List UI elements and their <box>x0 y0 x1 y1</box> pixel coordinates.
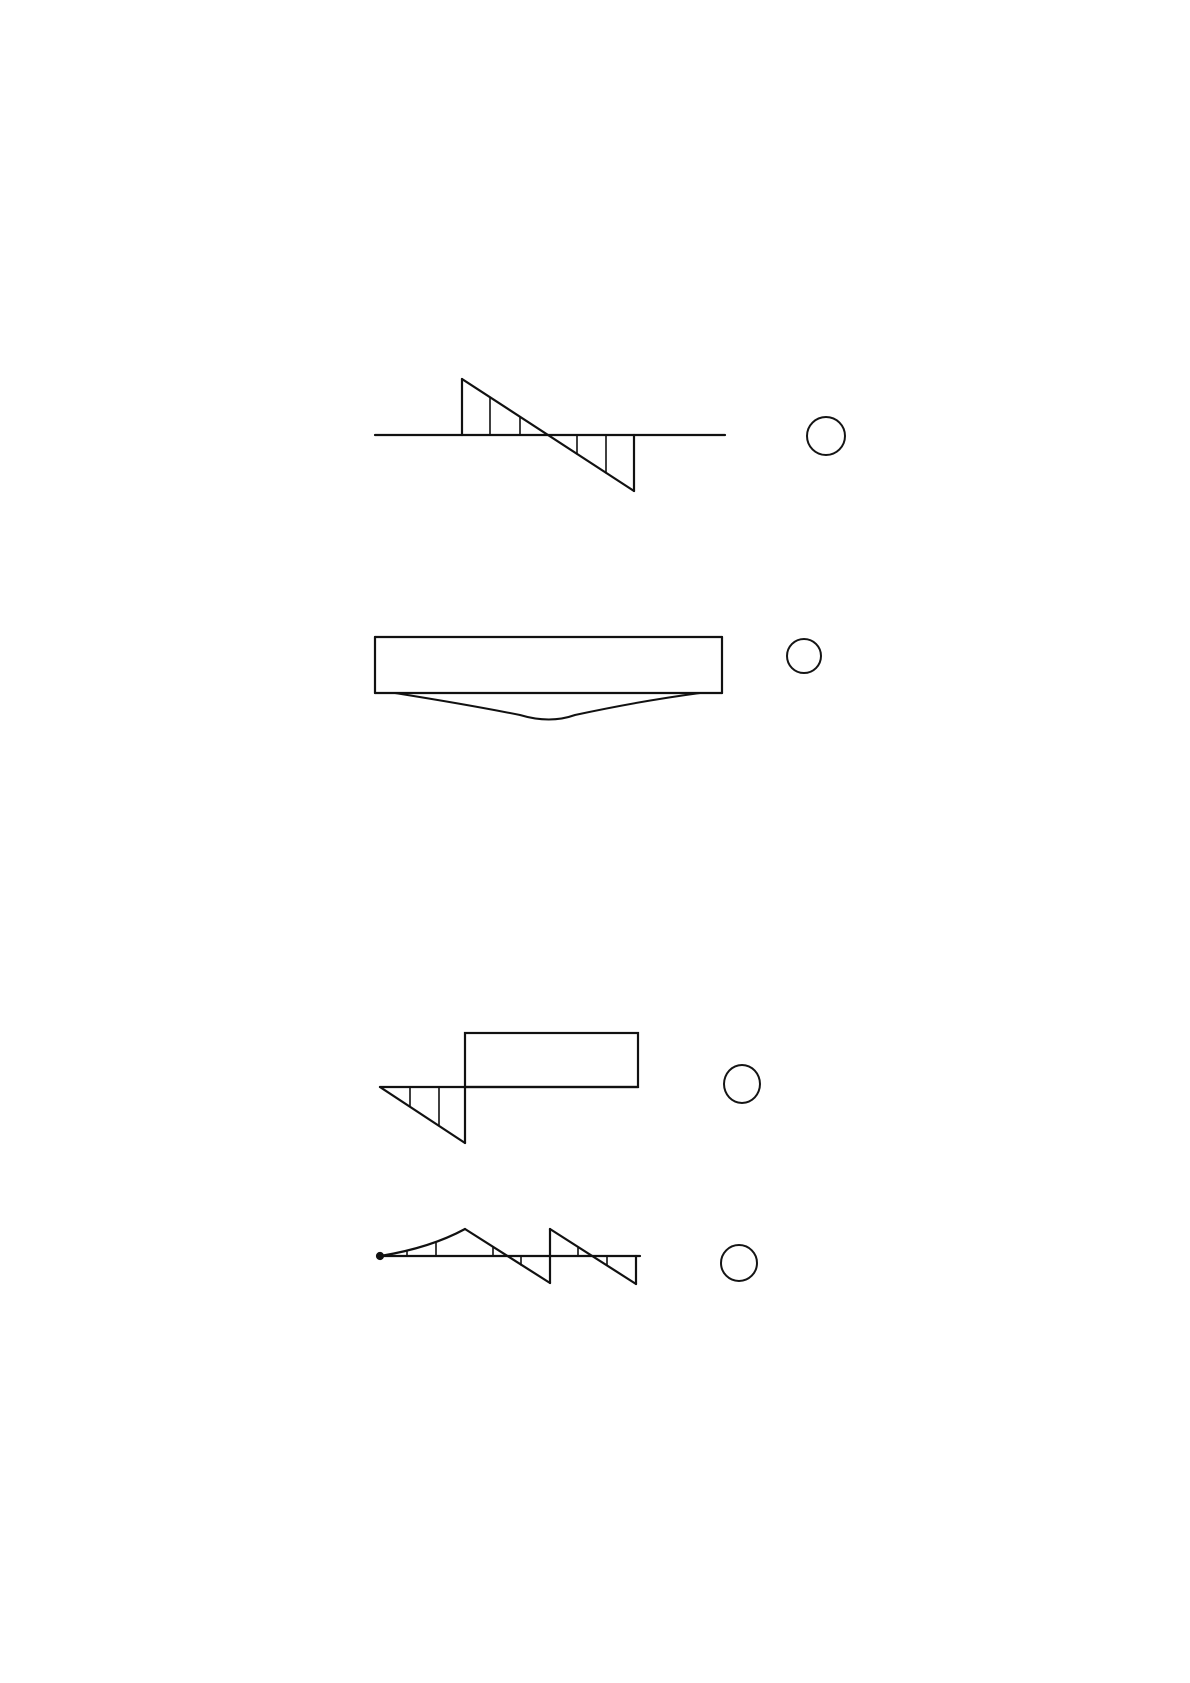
moment-diagram-1 <box>375 637 722 720</box>
moment-diagram-2 <box>377 1229 640 1284</box>
m2-diagram-tag <box>720 1244 758 1282</box>
fs1-diagram-tag <box>806 416 846 456</box>
m1-diagram-tag <box>786 638 822 674</box>
shear-diagram-1 <box>375 379 725 491</box>
shear-diagram-2 <box>380 1033 638 1143</box>
fs2-diagram-tag <box>723 1064 761 1104</box>
